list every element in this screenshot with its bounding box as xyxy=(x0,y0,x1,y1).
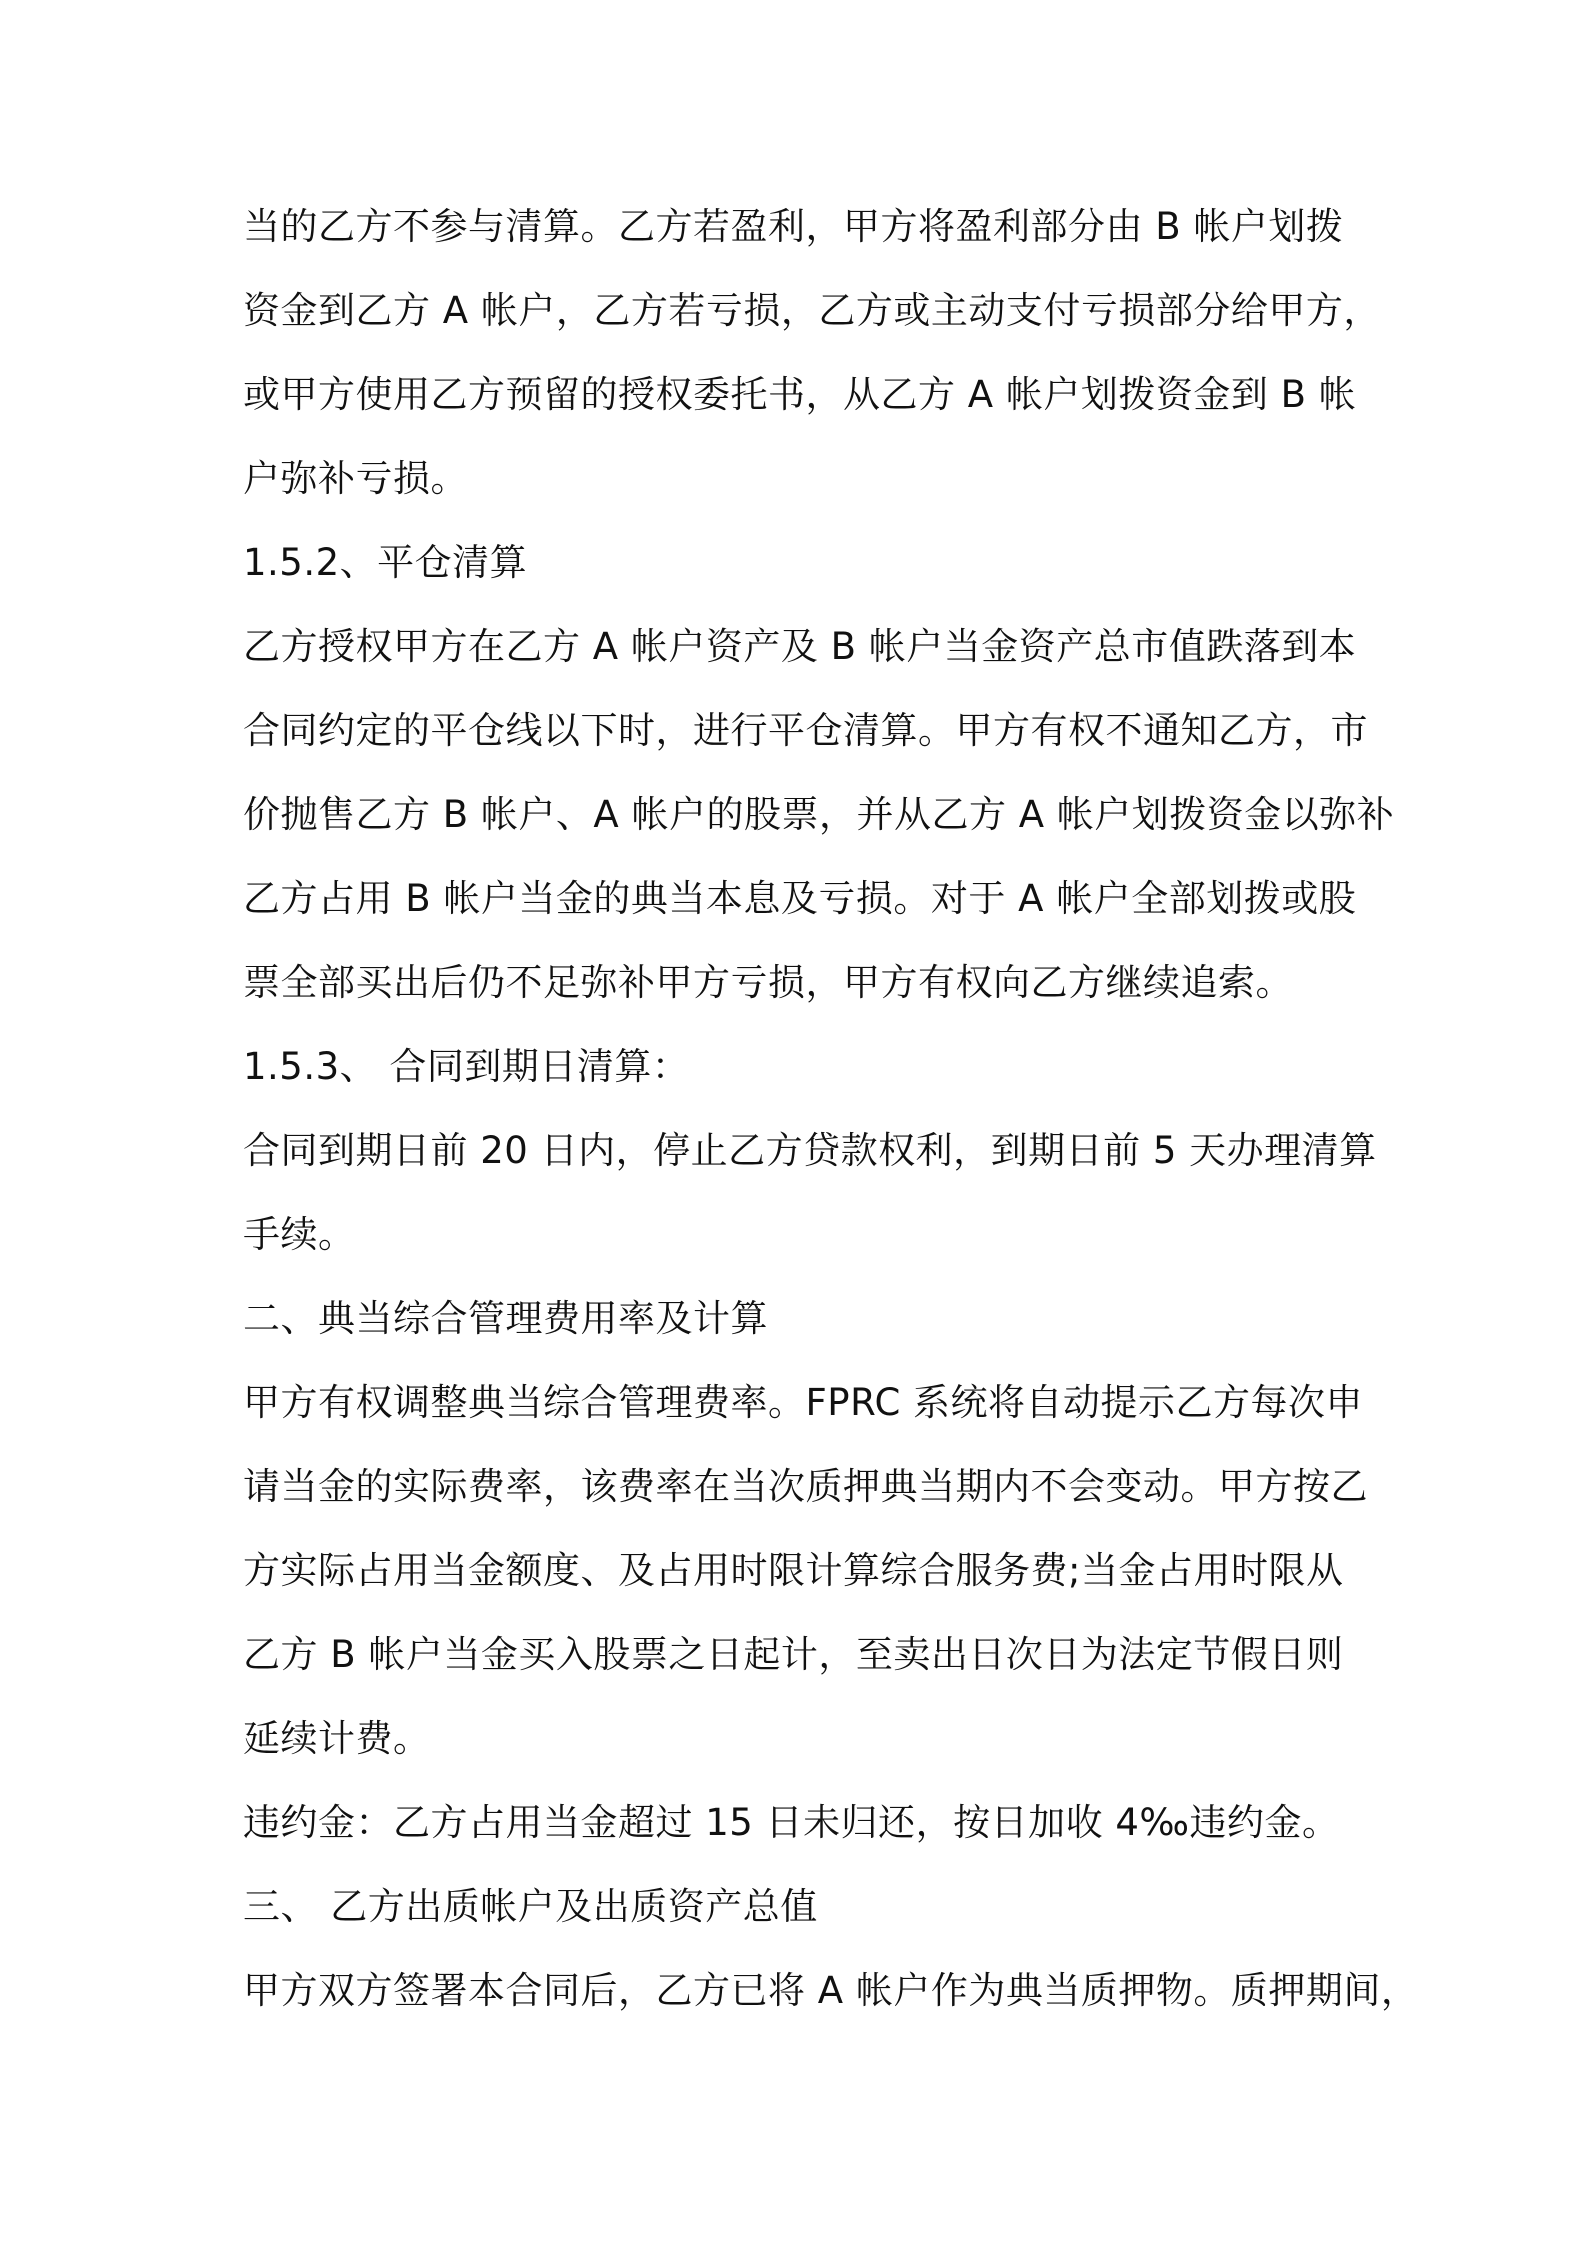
text-line: 请当金的实际费率，该费率在当次质押典当期内不会变动。甲方按乙 xyxy=(243,1465,1368,1508)
text-line: 资金到乙方 A 帐户，乙方若亏损，乙方或主动支付亏损部分给甲方， xyxy=(243,289,1381,332)
text-line: 乙方占用 B 帐户当金的典当本息及亏损。对于 A 帐户全部划拨或股 xyxy=(243,877,1357,920)
text-line: 违约金：乙方占用当金超过 15 日未归还，按日加收 4‰违约金。 xyxy=(243,1801,1340,1844)
text-line: 甲方有权调整典当综合管理费率。FPRC 系统将自动提示乙方每次申 xyxy=(243,1381,1364,1424)
text-line: 合同约定的平仓线以下时，进行平仓清算。甲方有权不通知乙方，市 xyxy=(243,709,1368,752)
text-line: 延续计费。 xyxy=(243,1717,431,1760)
text-line: 手续。 xyxy=(243,1213,356,1256)
text-line: 甲方双方签署本合同后，乙方已将 A 帐户作为典当质押物。质押期间， xyxy=(243,1969,1419,2012)
text-line: 户弥补亏损。 xyxy=(243,457,468,500)
text-line: 或甲方使用乙方预留的授权委托书，从乙方 A 帐户划拨资金到 B 帐 xyxy=(243,373,1357,416)
text-line: 方实际占用当金额度、及占用时限计算综合服务费;当金占用时限从 xyxy=(243,1549,1344,1592)
text-line: 乙方授权甲方在乙方 A 帐户资产及 B 帐户当金资产总市值跌落到本 xyxy=(243,625,1357,668)
text-line: 当的乙方不参与清算。乙方若盈利，甲方将盈利部分由 B 帐户划拨 xyxy=(243,205,1344,248)
section-heading: 1.5.3、 合同到期日清算： xyxy=(243,1045,690,1088)
section-heading: 二、典当综合管理费用率及计算 xyxy=(243,1297,768,1340)
text-line: 合同到期日前 20 日内，停止乙方贷款权利，到期日前 5 天办理清算 xyxy=(243,1129,1377,1172)
section-heading: 三、 乙方出质帐户及出质资产总值 xyxy=(243,1885,818,1928)
text-line: 乙方 B 帐户当金买入股票之日起计，至卖出日次日为法定节假日则 xyxy=(243,1633,1344,1676)
text-line: 价抛售乙方 B 帐户、A 帐户的股票，并从乙方 A 帐户划拨资金以弥补 xyxy=(243,793,1395,836)
text-line: 票全部买出后仍不足弥补甲方亏损，甲方有权向乙方继续追索。 xyxy=(243,961,1293,1004)
section-heading: 1.5.2、平仓清算 xyxy=(243,541,528,584)
